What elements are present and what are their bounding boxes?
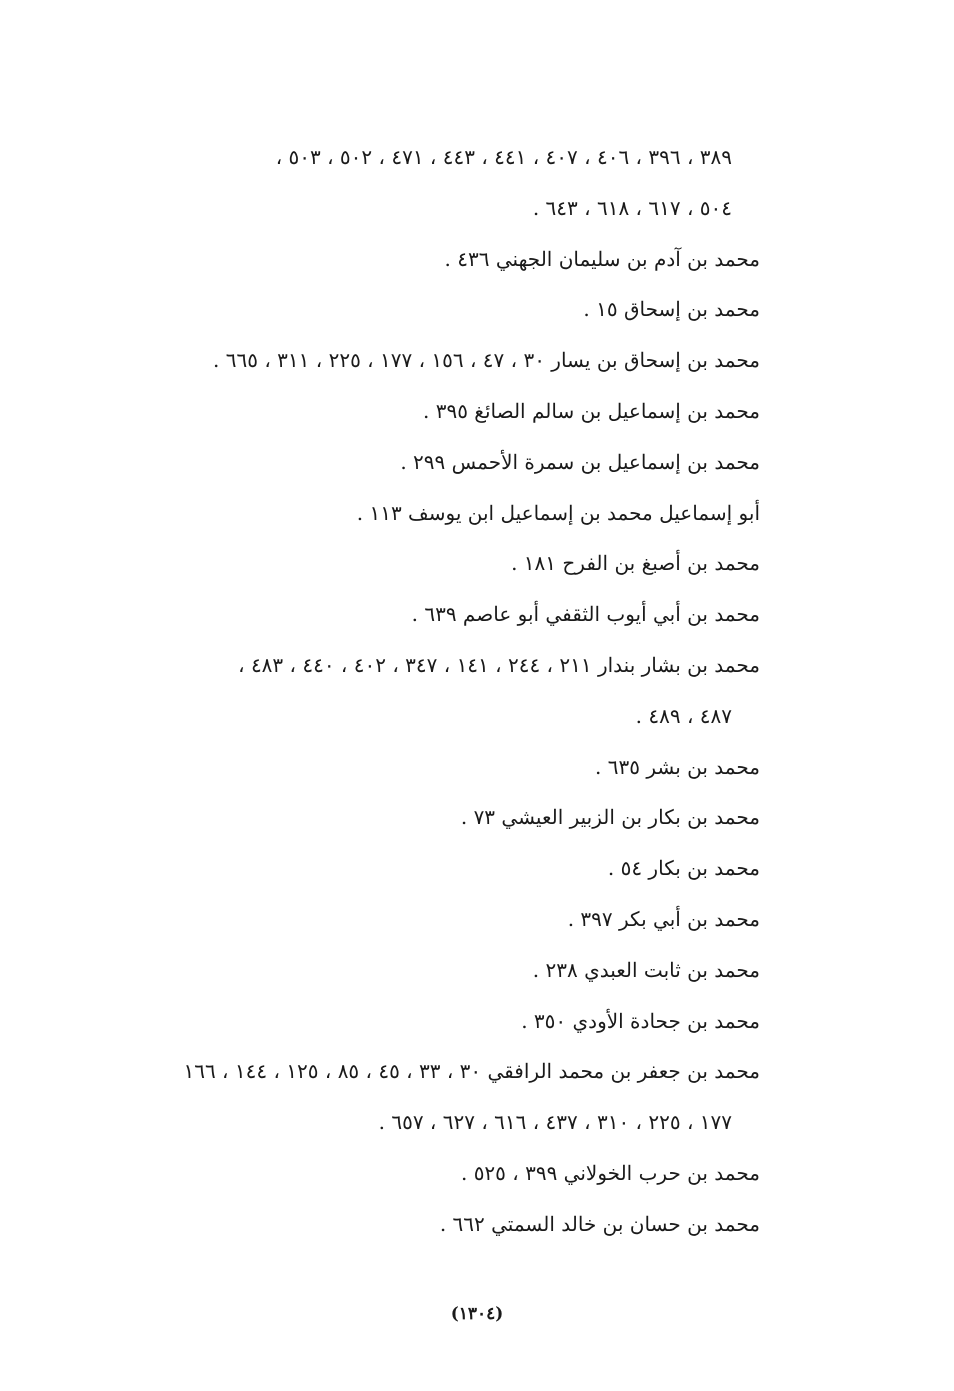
index-entry: محمد بن جعفر بن محمد الرافقي ٣٠ ، ٣٣ ، ٤٥ ، ٨٥ ، ١٢٥ ، ١٤٤ ، ١٦٦ — [183, 1059, 760, 1084]
index-entry: محمد بن أصبغ بن الفرح ١٨١ . — [511, 551, 760, 576]
index-line: ٥٠٤ ، ٦١٧ ، ٦١٨ ، ٦٤٣ . — [532, 195, 732, 220]
index-entry: محمد بن بشار بندار ٢١١ ، ٢٤٤ ، ١٤١ ، ٣٤٧ ، ٤٠٢ ، ٤٤٠ ، ٤٨٣ ، — [238, 652, 760, 677]
name-index-list — [120, 132, 760, 1250]
index-entry: محمد بن إسحاق ١٥ . — [583, 297, 760, 322]
index-entry: محمد بن إسحاق بن يسار ٣٠ ، ٤٧ ، ١٥٦ ، ١٧٧ ، ٢٢٥ ، ٣١١ ، ٦٦٥ . — [213, 348, 760, 373]
index-entry: محمد بن بكار ٥٤ . — [607, 856, 760, 881]
index-entry: محمد بن إسماعيل بن سمرة الأحمس ٢٩٩ . — [400, 449, 760, 474]
index-entry: محمد بن أبي بكر ٣٩٧ . — [567, 906, 760, 931]
index-entry: أبو إسماعيل محمد بن إسماعيل ابن يوسف ١١٣ . — [356, 500, 760, 525]
page-number: (١٣٠٤) — [450, 1304, 504, 1324]
index-entry: محمد بن آدم بن سليمان الجهني ٤٣٦ . — [444, 246, 760, 271]
index-entry: محمد بن بكار بن الزبير العيشي ٧٣ . — [460, 805, 760, 830]
index-entry: محمد بن إسماعيل بن سالم الصائغ ٣٩٥ . — [422, 398, 760, 423]
index-entry: محمد بن أبي أيوب الثقفي أبو عاصم ٦٣٩ . — [411, 602, 760, 627]
index-entry: محمد بن ثابت العبدي ٢٣٨ . — [532, 957, 760, 982]
index-entry: محمد بن حسان بن خالد السمتي ٦٦٢ . — [439, 1211, 760, 1236]
index-entry: محمد بن حرب الخولاني ٣٩٩ ، ٥٢٥ . — [460, 1160, 760, 1185]
index-line: ٤٨٧ ، ٤٨٩ . — [635, 703, 732, 728]
index-line: ٣٨٩ ، ٣٩٦ ، ٤٠٦ ، ٤٠٧ ، ٤٤١ ، ٤٤٣ ، ٤٧١ ، ٥٠٢ ، ٥٠٣ ، — [275, 145, 732, 169]
index-entry: محمد بن جحادة الأودي ٣٥٠ . — [521, 1008, 760, 1033]
index-line: ١٧٧ ، ٢٢٥ ، ٣١٠ ، ٤٣٧ ، ٦١٦ ، ٦٢٧ ، ٦٥٧ . — [378, 1110, 732, 1135]
index-entry: محمد بن بشر ٦٣٥ . — [595, 754, 760, 779]
